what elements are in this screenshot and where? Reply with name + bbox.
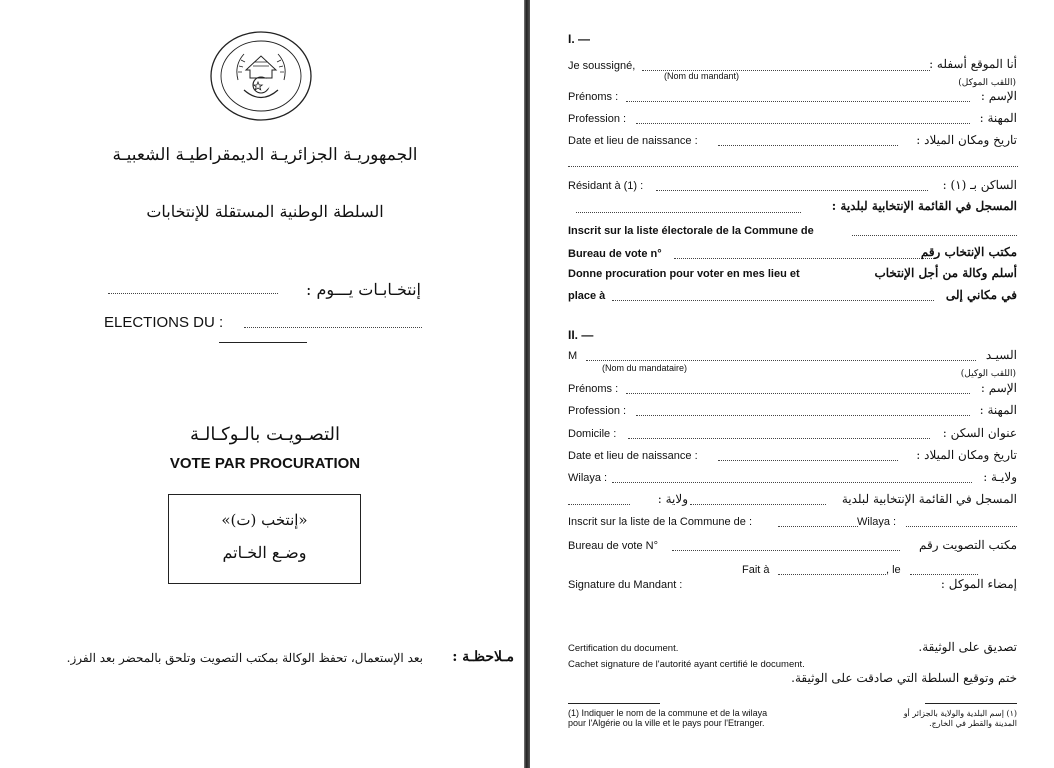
wilaya2-fr-field[interactable] — [906, 526, 1017, 527]
prenoms-label-ar: الإسم : — [980, 89, 1017, 103]
domicile-label-ar: عنوان السكن : — [942, 426, 1017, 440]
soussigne-label-fr: Je soussigné, — [568, 60, 636, 72]
cert-label-fr: Certification du document. — [568, 643, 679, 654]
mandataire-name-field[interactable] — [586, 360, 976, 361]
m-label-fr: M — [568, 350, 578, 362]
elections-label-ar: إنتخـابـات يـــوم : — [306, 280, 421, 299]
note-text: بعد الإستعمال، تحفظ الوكالة بمكتب التصويت وتلحق بالمحضر بعد الفرز. — [66, 651, 423, 665]
le-field[interactable] — [910, 574, 978, 575]
place-label-fr: place à — [568, 290, 606, 302]
profession2-label-ar: المهنة : — [979, 403, 1017, 417]
prenoms-label-fr: Prénoms : — [568, 91, 619, 103]
cert-label-ar: تصديق على الوثيقة. — [918, 640, 1017, 654]
prenoms2-label-fr: Prénoms : — [568, 383, 619, 395]
title-ar: التصـويـت بالـوكـالـة — [189, 424, 341, 445]
nom-mandataire-hint: (Nom du mandataire) — [602, 363, 688, 373]
resident-label-fr: Résidant à (1) : — [568, 180, 644, 192]
resident-field[interactable] — [656, 190, 928, 191]
footnote-divider-fr — [568, 703, 660, 704]
fait-label-fr: Fait à — [742, 564, 770, 576]
naissance-label-fr: Date et lieu de naissance : — [568, 135, 698, 147]
nom-mandant-hint-ar: (اللقب الموكل) — [958, 78, 1016, 88]
wilaya-label-ar: ولايـة : — [983, 470, 1017, 484]
soussigne-label-ar: أنا الموقع أسفله : — [929, 57, 1017, 71]
naissance-label-ar: تاريخ ومكان الميلاد : — [916, 133, 1017, 147]
inscrit-label-ar: المسجل في القائمة الإنتخابية لبلدية : — [831, 199, 1017, 213]
naissance2-label-ar: تاريخ ومكان الميلاد : — [916, 448, 1017, 462]
form-page — [530, 0, 1054, 768]
inscrit2-wilaya-label-ar: ولاية : — [657, 492, 688, 506]
mandataire-field[interactable] — [612, 300, 934, 301]
stamp-box-line2: وضـع الخـاتم — [222, 543, 307, 562]
signature-label-fr: Signature du Mandant : — [568, 579, 683, 591]
resident-label-ar: الساكن بـ (١) : — [942, 178, 1017, 192]
state-seal-emblem — [208, 30, 314, 122]
stamp-box — [168, 494, 361, 584]
naissance-field-continued[interactable] — [568, 166, 1018, 167]
fait-field[interactable] — [778, 574, 886, 575]
place-label-ar: في مكاني إلى — [945, 288, 1017, 302]
wilaya-label-fr: Wilaya : — [568, 472, 608, 484]
nom-mandataire-hint-ar: (اللقب الوكيل) — [960, 369, 1016, 379]
elections-date-fr-field[interactable] — [244, 327, 422, 328]
bureau-field[interactable] — [674, 258, 936, 259]
commune-ar-field[interactable] — [576, 212, 801, 213]
inscrit2-label-fr: Inscrit sur la liste de la Commune de : — [568, 516, 753, 528]
commune2-ar-field[interactable] — [690, 504, 826, 505]
prenoms2-label-ar: الإسم : — [980, 381, 1017, 395]
naissance2-label-fr: Date et lieu de naissance : — [568, 450, 698, 462]
elections-date-ar-field[interactable] — [108, 293, 278, 294]
inscrit2-label-ar: المسجل في القائمة الإنتخابية لبلدية — [841, 492, 1017, 506]
bureau2-field[interactable] — [672, 550, 900, 551]
commune-fr-field[interactable] — [852, 235, 1017, 236]
commune2-fr-field[interactable] — [778, 526, 858, 527]
bureau2-label-fr: Bureau de vote N° — [568, 540, 659, 552]
note-label: مـلاحظـة : — [452, 649, 514, 665]
domicile-field[interactable] — [628, 438, 930, 439]
stamp-box-line1: «إنتخب (ت)» — [221, 511, 308, 529]
procuration-label-fr: Donne procuration pour voter en mes lieu et — [568, 268, 800, 280]
wilaya2-label-fr: Wilaya : — [857, 516, 897, 528]
le-label-fr: , le — [886, 564, 901, 576]
nom-mandant-hint: (Nom du mandant) — [664, 71, 740, 81]
profession2-field[interactable] — [636, 415, 970, 416]
section-2-heading: II. — — [568, 328, 594, 342]
profession-label-fr: Profession : — [568, 113, 627, 125]
cachet-label-fr: Cachet signature de l'autorité ayant certifié le document. — [568, 659, 805, 670]
footnote-fr: (1) Indiquer le nom de la commune et de la wilaya pour l'Algérie ou la ville et le pays pour l'Etranger. — [568, 708, 768, 728]
signature-label-ar: إمضاء الموكل : — [940, 577, 1017, 591]
naissance-field[interactable] — [718, 145, 898, 146]
domicile-label-fr: Domicile : — [568, 428, 617, 440]
elections-label-fr: ELECTIONS DU : — [104, 314, 224, 331]
prenoms-field[interactable] — [626, 101, 970, 102]
divider — [219, 342, 307, 343]
profession-field[interactable] — [636, 123, 970, 124]
title-fr: VOTE PAR PROCURATION — [169, 455, 361, 472]
procuration-label-ar: أسلم وكالة من أجل الإنتخاب — [874, 266, 1017, 280]
seal-label — [212, 26, 229, 27]
cachet-label-ar: ختم وتوقيع السلطة التي صادقت على الوثيقة. — [791, 671, 1017, 685]
wilaya-field[interactable] — [612, 482, 972, 483]
naissance2-field[interactable] — [718, 460, 898, 461]
footnote-divider-ar — [925, 703, 1017, 704]
profession-label-ar: المهنة : — [979, 111, 1017, 125]
cover-page — [0, 0, 524, 768]
profession2-label-fr: Profession : — [568, 405, 627, 417]
authority-name: السلطة الوطنية المستقلة للإنتخابات — [146, 202, 384, 221]
inscrit-label-fr: Inscrit sur la liste électorale de la Commune de — [568, 225, 814, 237]
bureau-label-ar: مكتب الإنتخاب رقم — [920, 245, 1017, 259]
m-label-ar: السيـد — [985, 348, 1017, 362]
bureau2-label-ar: مكتب التصويت رقم — [919, 538, 1017, 552]
section-1-heading: I. — — [568, 32, 591, 46]
footnote-ar: (١) إسم البلدية والولاية بالجزائر أو المدينة والقطر في الخارج. — [903, 709, 1017, 728]
wilaya-ar-field[interactable] — [568, 504, 630, 505]
republic-name: الجمهوريـة الجزائريـة الديمقراطيـة الشعبيـة — [112, 145, 418, 165]
prenoms2-field[interactable] — [626, 393, 970, 394]
bureau-label-fr: Bureau de vote n° — [568, 248, 662, 260]
